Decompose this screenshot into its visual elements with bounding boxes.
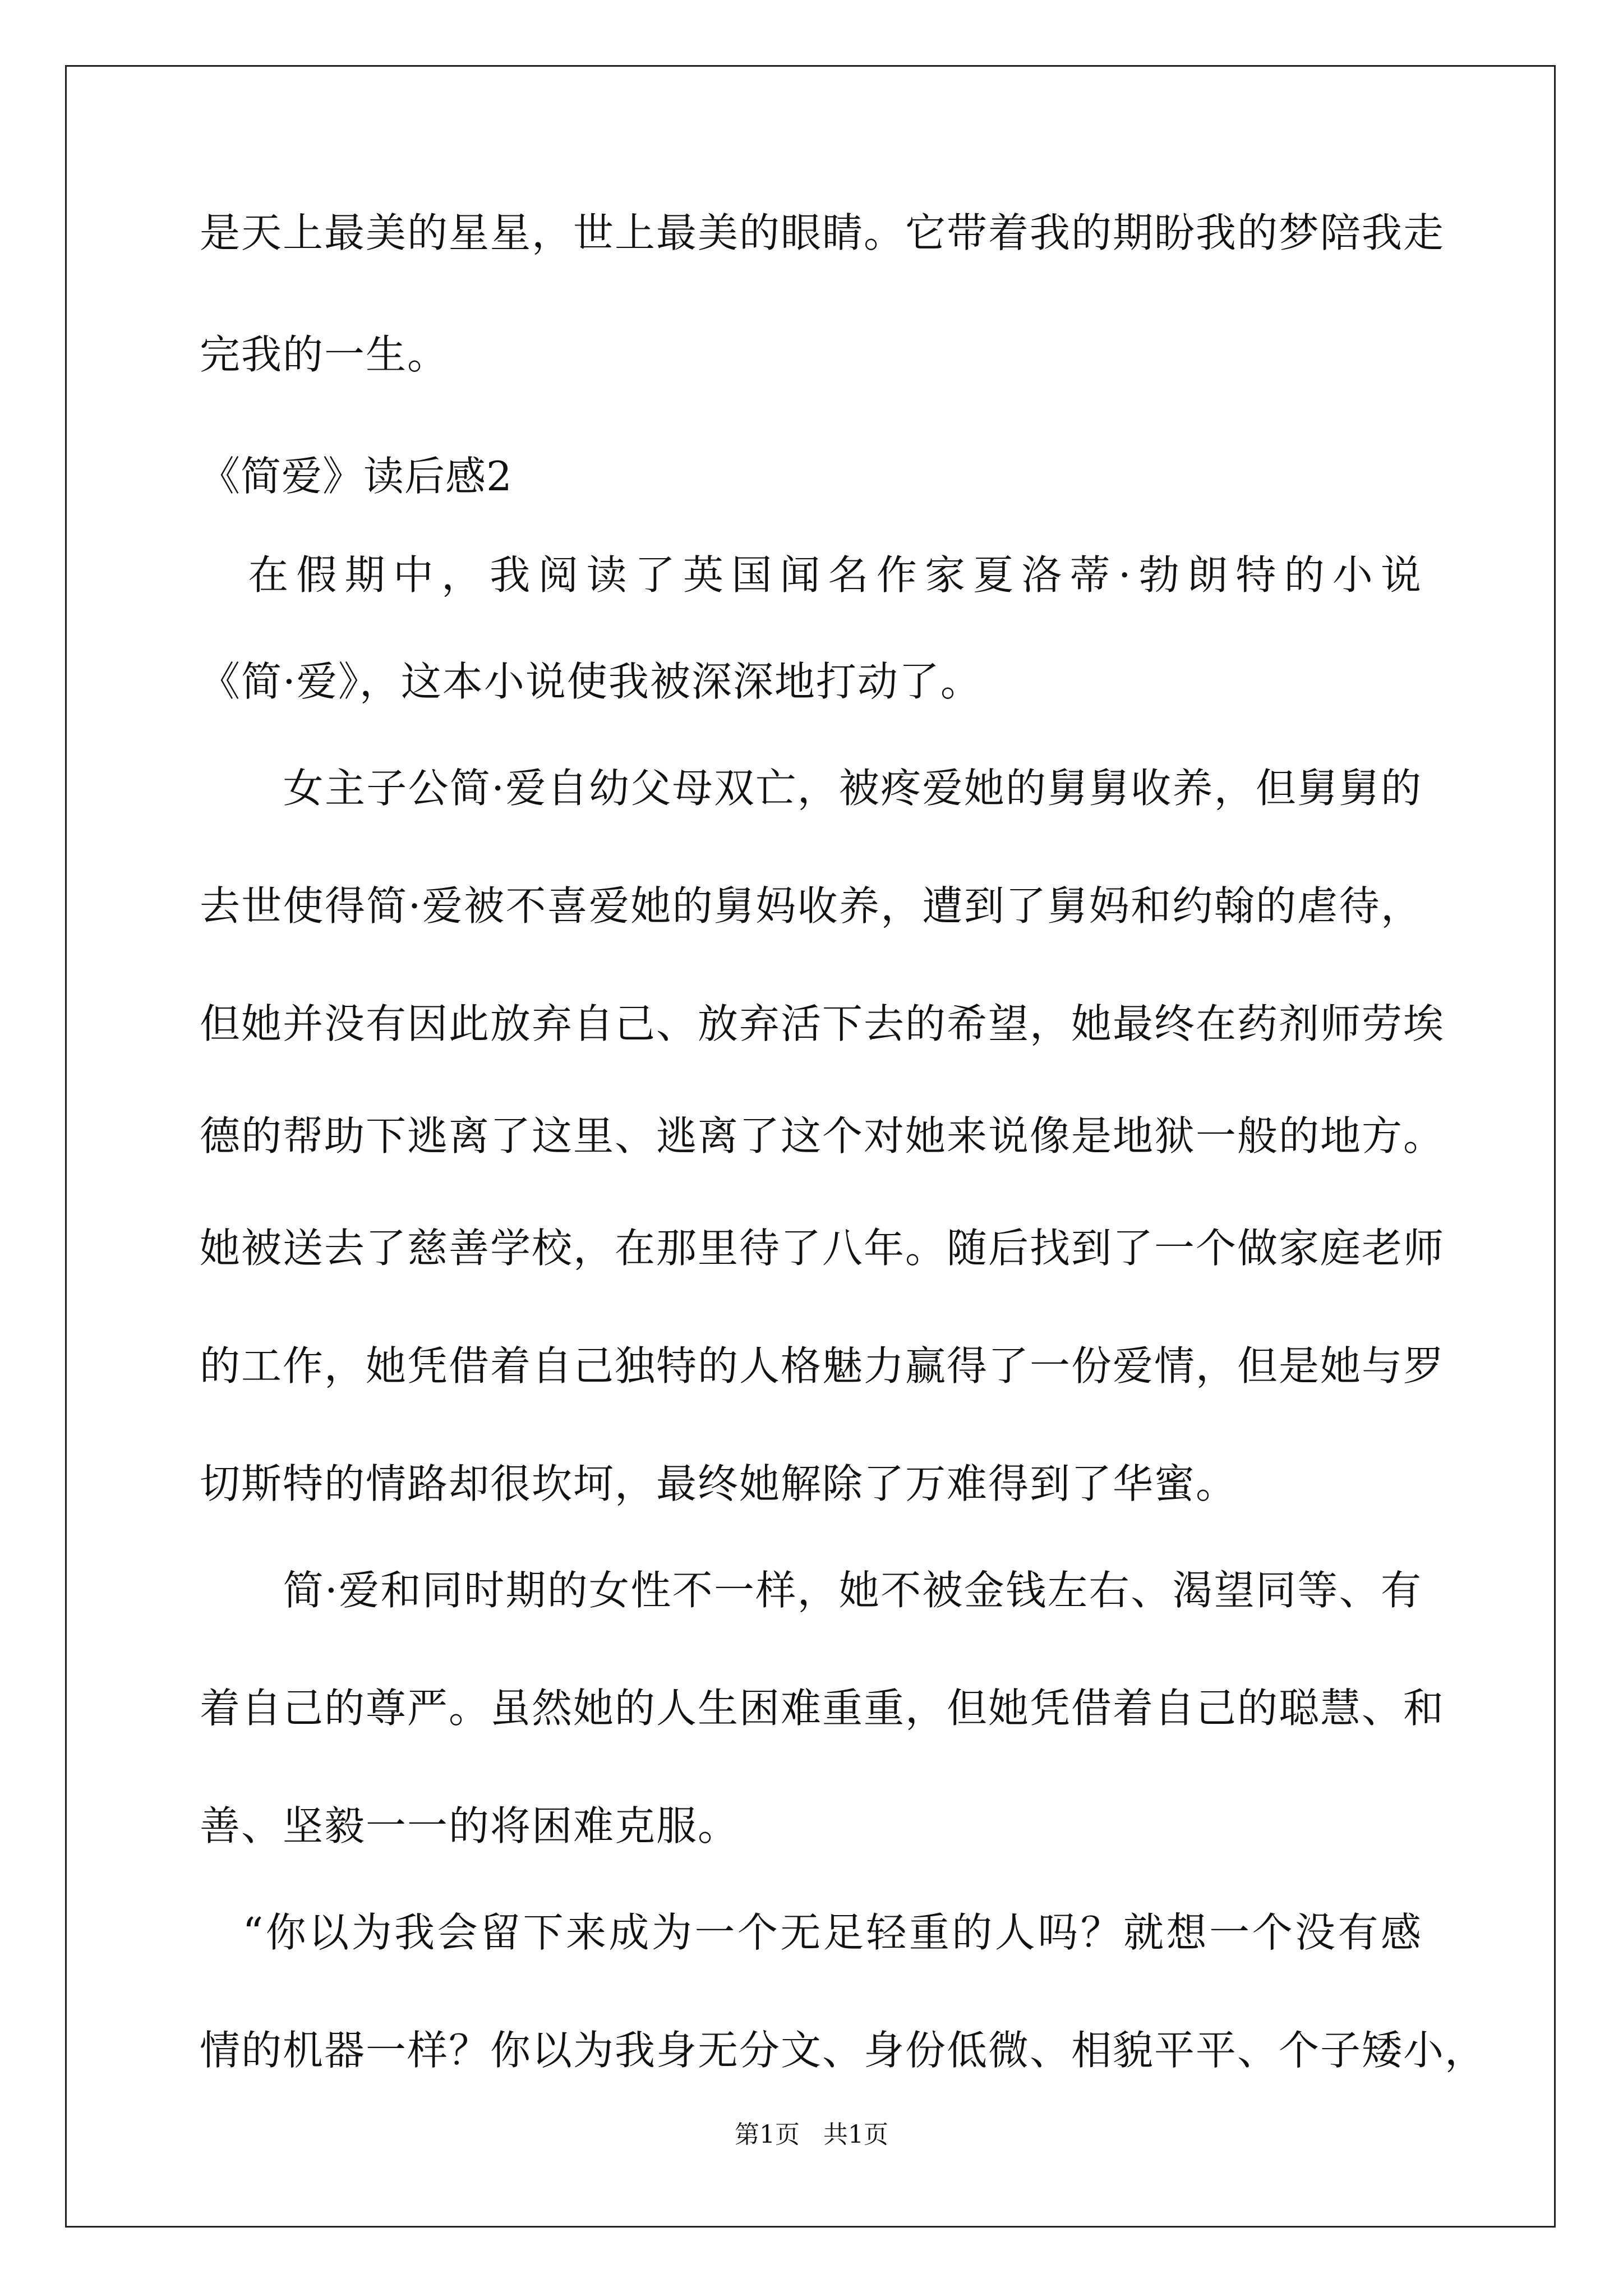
text-line: 《简·爱》，这本小说使我被深深地打动了。 [200,658,982,705]
text-line: 情的机器一样？你以为我身无分文、身份低微、相貌平平、个子矮小， [200,2027,1487,2074]
text-line: 的工作，她凭借着自己独特的人格魅力赢得了一份爱情，但是她与罗 [200,1342,1445,1389]
text-line: 简·爱和同时期的女性不一样，她不被金钱左右、渴望同等、有 [200,1567,1422,1614]
text-line: 完我的一生。 [200,331,449,378]
text-line: 着自己的尊严。虽然她的人生困难重重，但她凭借着自己的聪慧、和 [200,1685,1445,1732]
text-line: 善、坚毅一一的将困难克服。 [200,1802,740,1849]
text-line: 德的帮助下逃离了这里、逃离了这个对她来说像是地狱一般的地方。 [200,1112,1445,1159]
text-line: 女主子公简·爱自幼父母双亡，被疼爱她的舅舅收养，但舅舅的 [200,765,1422,812]
text-line: 切斯特的情路却很坎坷，最终她解除了万难得到了华蜜。 [200,1460,1238,1507]
text-line: 但她并没有因此放弃自己、放弃活下去的希望，她最终在药剂师劳埃 [200,1000,1445,1047]
text-line: 她被送去了慈善学校，在那里待了八年。随后找到了一个做家庭老师 [200,1225,1445,1272]
text-line: 去世使得简·爱被不喜爱她的舅妈收养，遭到了舅妈和约翰的虐待， [200,882,1422,930]
text-line: 是天上最美的星星，世上最美的眼睛。它带着我的期盼我的梦陪我走 [200,209,1445,256]
page-footer [0,2119,1623,2151]
section-heading: 《简爱》读后感2 [200,453,513,500]
text-line: “你以为我会留下来成为一个无足轻重的人吗？就想一个没有感 [200,1909,1422,1956]
page-number: 第1页 [735,2120,800,2149]
text-line: 在假期中，我阅读了英国闻名作家夏洛蒂·勃朗特的小说 [200,551,1422,599]
page-total: 共1页 [823,2120,888,2149]
